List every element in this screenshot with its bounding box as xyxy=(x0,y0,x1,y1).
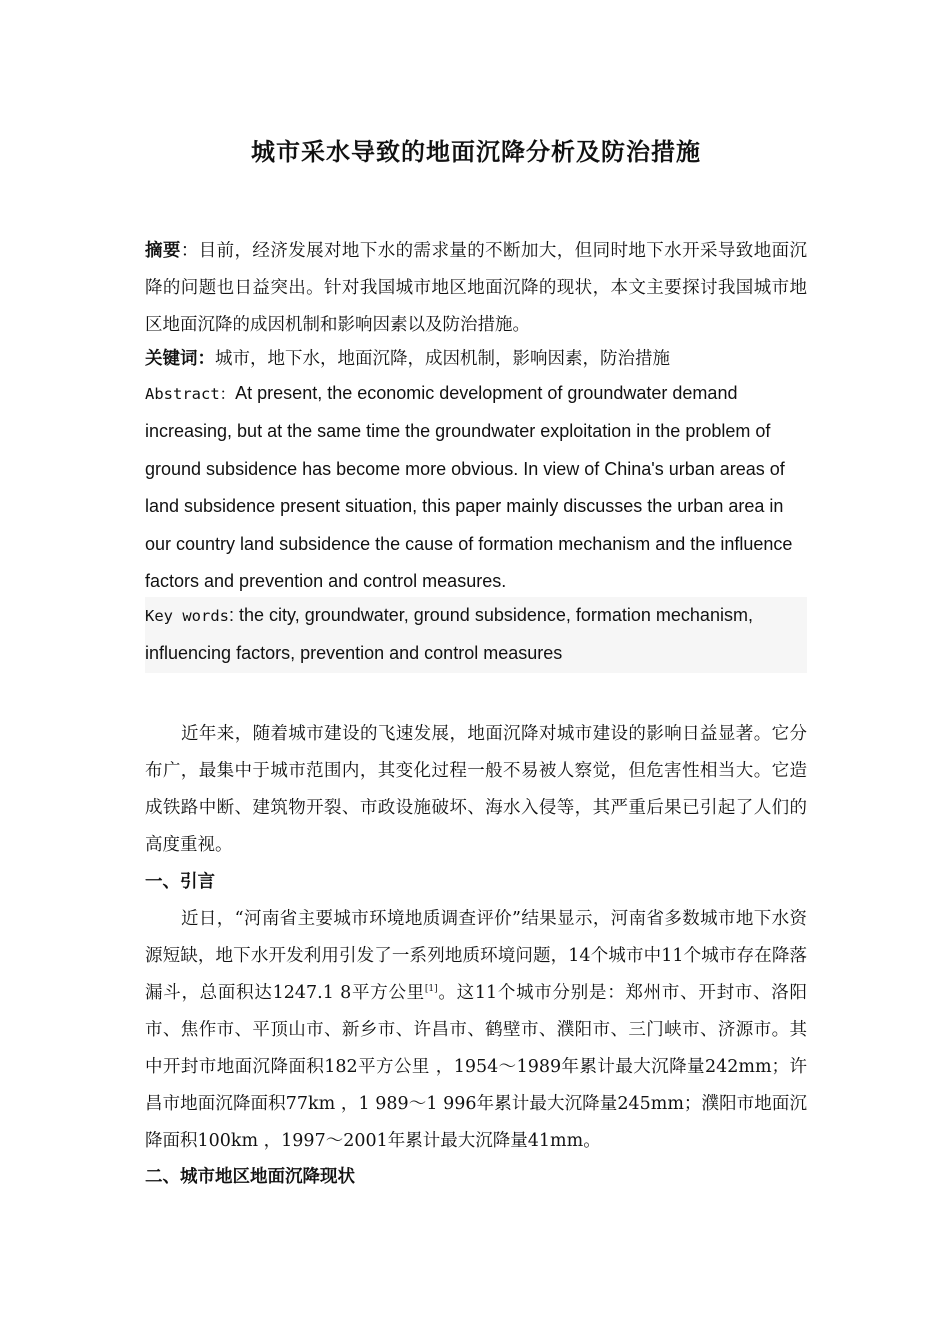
section-1-heading: 一、引言 xyxy=(145,872,215,892)
keywords-cn-label: 关键词： xyxy=(145,349,215,369)
section-1-text-a: 近日，“河南省主要城市环境地质调查评价”结果显示，河南省多数城市地下水资源短缺，地下水开发利用引发了一系列地质环境问题，14个城市中11个城市存在降落漏斗，总面积达1247.1 8平方公里 xyxy=(145,909,807,1003)
keywords-cn-text: 城市，地下水，地面沉降，成因机制，影响因素，防治措施 xyxy=(215,349,670,369)
page-title: 城市采水导致的地面沉降分析及防治措施 xyxy=(251,137,701,166)
keywords-en-text: : the city, groundwater, ground subsidence, formation mechanism, influencing factors, prevention and control measures xyxy=(145,605,753,664)
keywords-en xyxy=(145,597,807,673)
abstract-cn-text: ：目前，经济发展对地下水的需求量的不断加大，但同时地下水开采导致地面沉降的问题也日益突出。针对我国城市地区地面沉降的现状，本文主要探讨我国城市地区地面沉降的成因机制和影响因素以及防治措施。 xyxy=(145,241,808,335)
keywords-en-label: Key words xyxy=(145,607,229,625)
intro-paragraph: 近年来，随着城市建设的飞速发展，地面沉降对城市建设的影响日益显著。它分布广，最集中于城市范围内，其变化过程一般不易被人察觉，但危害性相当大。它造成铁路中断、建筑物开裂、市政设施破坏、海水入侵等，其严重后果已引起了人们的高度重视。 xyxy=(145,724,807,855)
keywords-cn xyxy=(145,341,807,378)
abstract-en xyxy=(145,375,807,600)
abstract-cn-label: 摘要 xyxy=(145,241,181,261)
abstract-en-label: Abstract： xyxy=(145,385,236,403)
abstract-cn xyxy=(145,233,807,344)
abstract-en-text: At present, the economic development of groundwater demand increasing, but at the same time the groundwater exploitation in the problem of ground subsidence has become more obvious. In view of China's urban areas of land subsidence present situation, this paper mainly discusses the urban area in our country land subsidence the cause of formation mechanism and the influence factors and prevention and control measures. xyxy=(145,383,793,592)
section-1-text-b: 。这11个城市分别是：郑州市、开封市、洛阳市、焦作市、平顶山市、新乡市、许昌市、鹤壁市、濮阳市、三门峡市、济源市。其中开封市地面沉降面积182平方公里 ，1954～1989年累计最大沉降量242mm；许昌市地面沉降面积77km ，1 989～1 996年累计最大沉降量245mm；濮阳市地面沉降面积100km ，1997～2001年累计最大沉降量41mm。 xyxy=(145,983,807,1151)
section-1-paragraph xyxy=(145,901,807,1160)
citation-ref[interactable]: [1] xyxy=(424,984,438,995)
section-2-heading: 二、城市地区地面沉降现状 xyxy=(145,1167,355,1187)
